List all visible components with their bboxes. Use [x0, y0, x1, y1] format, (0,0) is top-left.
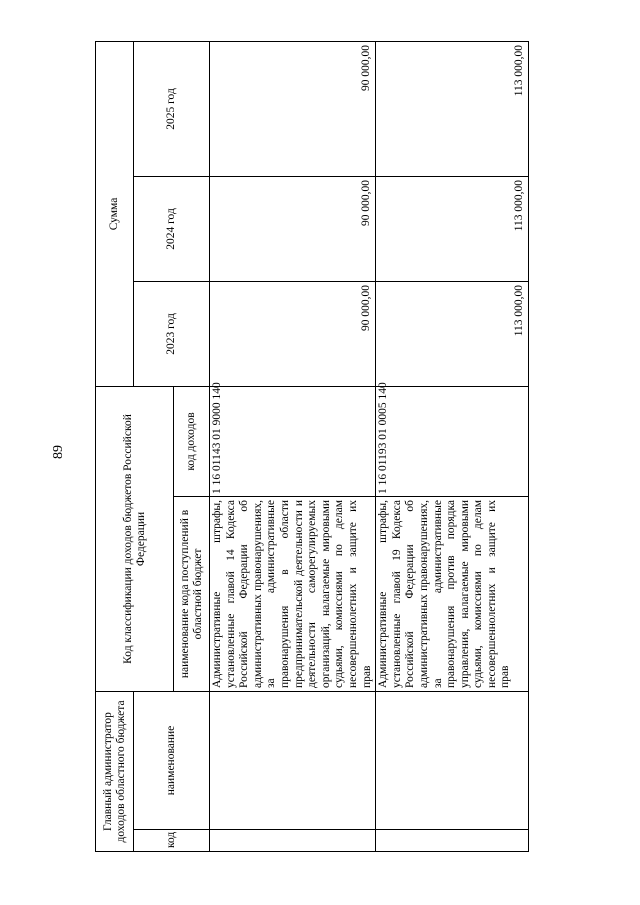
admin-name-header: наименование — [134, 691, 210, 829]
year-2025-header: 2025 год — [134, 41, 210, 176]
sum-2024-cell: 90 000,00 — [210, 176, 376, 281]
admin-code-header: код — [134, 830, 210, 852]
income-code-header: код доходов — [174, 386, 210, 496]
classification-group-header: Код классификации доходов бюджетов Российской Федерации — [96, 386, 174, 691]
sum-2025-cell: 113 000,00 — [376, 41, 529, 176]
sum-2025-cell: 90 000,00 — [210, 41, 376, 176]
income-name-cell — [210, 496, 376, 691]
sum-2023-cell: 90 000,00 — [210, 281, 376, 386]
year-2023-header: 2023 год — [134, 281, 210, 386]
table-row — [376, 41, 529, 851]
income-name-tail: прав — [499, 665, 512, 688]
income-name-header: наименование кода поступлений в областной бюджет — [174, 496, 210, 691]
table-row — [210, 41, 376, 851]
page-number: 89 — [51, 445, 66, 459]
admin-code-cell — [376, 830, 529, 852]
income-name-text: Административные штрафы, установленные главой 14 Кодекса Российской Федерации об административных правонарушениях, за административные правонарушения в области предпринимательской деятельности и деятельности саморегулируемых организаций, налагаемые мировыми судьями, комиссиями по делам несовершеннолетних и защите их — [211, 499, 359, 688]
sum-group-header: Сумма — [96, 41, 134, 386]
year-2024-header: 2024 год — [134, 176, 210, 281]
sum-2023-cell: 113 000,00 — [376, 281, 529, 386]
admin-name-cell — [210, 691, 376, 829]
income-code-cell: 1 16 01143 01 9000 140 — [210, 386, 376, 496]
admin-name-cell — [376, 691, 529, 829]
income-name-text: Административные штрафы, установленные главой 19 Кодекса Российской Федерации об административных правонарушениях, за административные правонарушения против порядка управления, налагаемые мировыми судьями, комиссиями по делам несовершеннолетних и защите их — [377, 499, 498, 688]
income-code-cell: 1 16 01193 01 0005 140 — [376, 386, 529, 496]
admin-code-cell — [210, 830, 376, 852]
budget-income-table — [95, 41, 529, 852]
admin-group-header: Главный администратор доходов областного бюджета — [96, 691, 134, 851]
sum-2024-cell: 113 000,00 — [376, 176, 529, 281]
income-name-cell — [376, 496, 529, 691]
income-name-tail: прав — [360, 665, 373, 688]
rotated-table-container — [95, 42, 525, 852]
